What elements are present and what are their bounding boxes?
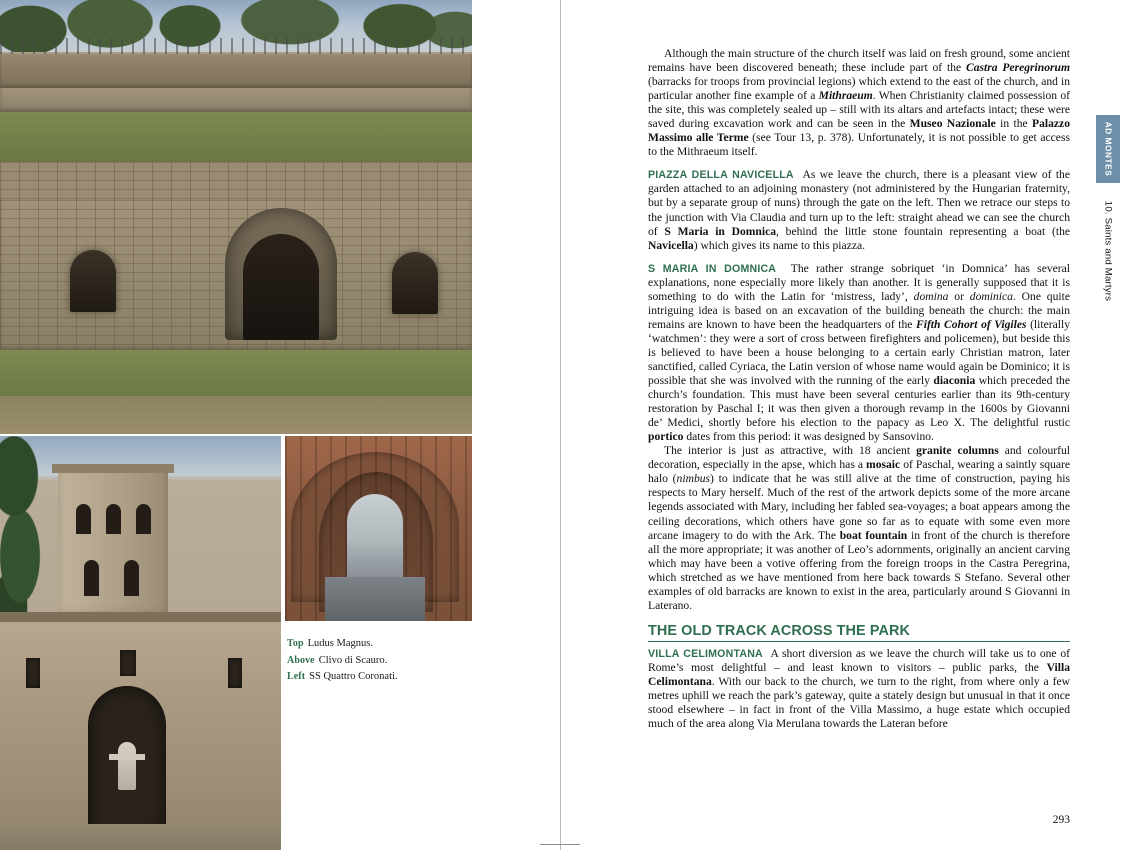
text-run: The rather strange sobriquet ‘in Domnica’ has several explanations, none especially more likely than another. It is generally supposed that it is something to do with the Latin for ‘mistress, lady’, — [648, 261, 1071, 303]
page-spine — [560, 0, 561, 850]
text-run: of Paschal, wearing a saintly square halo ( — [648, 458, 1070, 486]
photo-bl-roofline — [0, 612, 281, 622]
thumb-tab-ad-montes — [1096, 115, 1120, 183]
photo-bl-statue — [118, 742, 136, 790]
text-run: Although the main structure of the church itself was laid on fresh ground, some ancient remains have been discovered beneath; these include part of the — [648, 47, 1070, 75]
photo-ludus-magnus — [0, 0, 472, 434]
caption-label: Left — [287, 671, 306, 682]
text-run-italic: Fifth Cohort of Vigiles — [915, 317, 1027, 331]
text-run: . When Christianity claimed possession of the site, this was completely sealed up – still with its altars and artefacts intact; these were saved during excavation work and can be seen in the — [648, 89, 1070, 131]
text-run-bold: boat fountain — [839, 528, 908, 542]
subheading-piazza-della-navicella: PIAZZA DELLA NAVICELLA — [648, 169, 794, 182]
text-run: in the — [995, 117, 1032, 131]
caption-text: SS Quattro Coronati. — [309, 671, 398, 682]
text-run: (see Tour 13, p. 378). Unfortunately, it is not possible to get access to the Mithraeum itself. — [648, 131, 1070, 159]
photo-captions — [287, 636, 487, 686]
photo-bl-tower-cornice — [52, 464, 174, 473]
caption-top — [287, 636, 487, 653]
photo-bl-tower-window — [106, 504, 121, 534]
photo-clivo-di-scauro — [285, 436, 472, 621]
text-run-bold: Navicella — [648, 238, 694, 252]
caption-text: Ludus Magnus. — [307, 638, 373, 649]
text-run-bold: granite columns — [916, 444, 999, 458]
paragraph-gap — [648, 253, 1070, 262]
caption-label: Above — [287, 654, 315, 666]
paragraph-interior — [648, 444, 1070, 613]
thumb-tab-label: AD MONTES — [1103, 121, 1113, 177]
caption-text: Clivo di Scauro. — [318, 654, 388, 666]
text-run-bold: Palazzo Massimo alle Terme — [648, 117, 1070, 145]
photo-bl-tower — [58, 464, 168, 614]
photo-path — [0, 396, 472, 434]
text-run-italic: domina — [913, 289, 949, 303]
photo-main-arch — [225, 208, 337, 340]
caption-above — [287, 653, 487, 670]
text-run: dates from this period: it was designed by Sansovino. — [683, 430, 934, 444]
photo-grass-upper — [0, 112, 472, 162]
photo-railing — [0, 38, 472, 54]
section-heading-rule — [648, 641, 1070, 642]
photo-bl-tower-window — [76, 504, 91, 534]
text-run: (barracks for troops from provincial legions) which extend to the east of the church, and in particular another fine example of a — [648, 75, 1070, 103]
paragraph-celimontana — [648, 647, 1070, 731]
left-page — [0, 0, 545, 850]
text-run-italic: dominica — [969, 289, 1013, 303]
text-run: which preceded the church’s foundation. This must have been several centuries earlier than its 9th-century restoration by Paschal I; it was then given a thorough revamp in the 1600s by Giovanni de’ Medici, shortly before his election to the papacy as Leo X. The delightful rustic — [648, 374, 1070, 430]
photo-bl-window — [228, 658, 242, 688]
text-run: or — [948, 289, 970, 303]
paragraph-gap — [648, 159, 1070, 168]
text-run: A short diversion as we leave the church will take us to one of Rome’s most delightful – and least known to visitors – public parks, the — [648, 646, 1070, 674]
paragraph-castra — [648, 47, 1070, 159]
text-run: . With our back to the church, we turn to the right, from where only a few metres uphill we reach the park’s gateway, quite a stately design but unusual in that it once stood elsewhere – in fact in front of the Villa Massimo, a huge estate which occupied much of the area along Via Merulana towards the Lateran before — [648, 674, 1070, 731]
text-run: ) which gives its name to this piazza. — [693, 238, 866, 252]
photo-bl-window — [120, 650, 136, 676]
text-run: and colourful decoration, especially in the apse, which has a — [648, 444, 1070, 472]
thumb-tab-chapter — [1096, 196, 1120, 306]
page-number: 293 — [1052, 814, 1070, 826]
photo-ss-quattro-coronati — [0, 436, 281, 850]
photo-bl-ground — [0, 824, 281, 850]
photo-bl-window — [26, 658, 40, 688]
photo-side-arch-left — [70, 250, 116, 312]
section-heading-block — [648, 624, 1070, 642]
photo-bl-tower-window — [136, 504, 151, 534]
text-run-bold: diaconia — [933, 374, 976, 388]
text-run: . One quite intriguing idea is based on an excavation of the building beneath the church: the main remains are known to have been the headquarters of the — [648, 289, 1070, 331]
text-run-italic: nimbus — [676, 472, 711, 486]
photo-bm-road — [325, 577, 425, 621]
photo-bl-tree — [0, 436, 46, 626]
photo-side-arch-right — [392, 252, 438, 314]
paragraph-domnica — [648, 262, 1070, 445]
text-column — [648, 47, 1070, 731]
text-run-bold: mosaic — [866, 458, 901, 472]
text-run-bold: Villa Celimontana — [648, 660, 1070, 688]
text-run-bold: S Maria in Domnica — [664, 224, 777, 238]
text-run-italic: Mithraeum — [818, 89, 873, 103]
text-run: ) to indicate that he was still alive at the time of construction, paying his respects to Mary herself. Much of the rest of the artwork depicts some of the more arcane legends associated with Mary, including her fabled sea-voyages; a boat appears among the ceiling decorations, which others have gone so far as to equate with some even more arcane imagery to do with the Ark. The — [648, 472, 1070, 542]
photo-bl-tower-window — [84, 560, 99, 596]
text-run: As we leave the church, there is a pleasant view of the garden attached to an adjoining monastery (not administered by the Hungarian fraternity, but by a separate group of nuns) through the gate on the left. Then we retrace our steps to the junction with Via Claudia and turn up to the left: straight ahead we can see the church of — [648, 168, 1070, 238]
text-run-bold: portico — [648, 430, 684, 444]
subheading-villa-celimontana: VILLA CELIMONTANA — [648, 647, 763, 660]
section-heading-the-old-track-across-the-park: THE OLD TRACK ACROSS THE PARK — [648, 622, 910, 639]
photo-grass-lower — [0, 350, 472, 398]
photo-bl-tower-window — [124, 560, 139, 596]
text-run: in front of the church is therefore all the more appropriate; it was another of Leo’s adornments, originally an ancient carving which may have been a votive offering from the foreign troops in the Castra Peregrina, which stretched as we have mentioned from here back towards S Stefano. Several other examples of old barracks are known to exist in the area, particularly around S Giovanni in Laterano. — [648, 528, 1071, 612]
text-run: , behind the little stone fountain representing a boat (the — [776, 224, 1071, 238]
caption-label: Top — [287, 638, 304, 649]
text-run-bold: Museo Nazionale — [909, 117, 996, 131]
right-page — [648, 0, 1072, 850]
text-run: (literally ‘watchmen’: they were a sort of cross between firefighters and policemen), but beside this is believed to have been a house belonging to a certain early Christian matron, later sanctified, called Cyriaca, the Latin version of whose name would again be Dominico; it is possible that she was involved with the running of the early — [648, 317, 1070, 388]
paragraph-navicella — [648, 168, 1070, 252]
photo-ruin-ledge — [0, 88, 472, 112]
subheading-s-maria-in-domnica: S MARIA IN DOMNICA — [648, 262, 777, 275]
caption-left — [287, 669, 487, 686]
spine-mark — [540, 844, 580, 845]
text-run-italic: Castra Peregrinorum — [965, 61, 1070, 75]
text-run: The interior is just as attractive, with 18 ancient — [664, 444, 917, 458]
thumb-tab-chapter-label: 10. Saints and Martyrs — [1102, 200, 1114, 302]
photo-upper-wall — [0, 52, 472, 88]
